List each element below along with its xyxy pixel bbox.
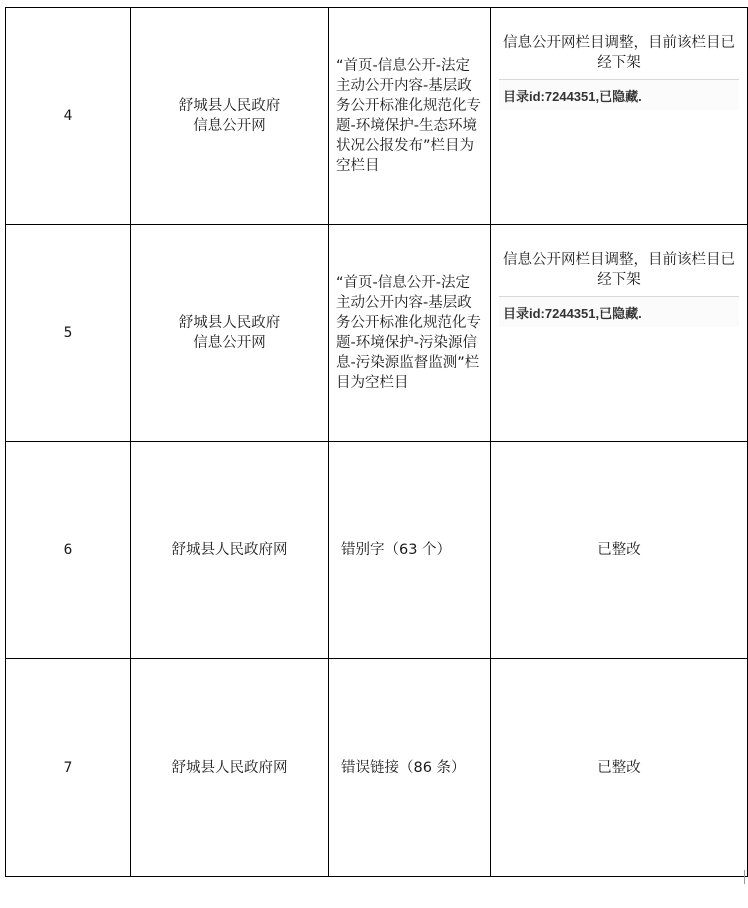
issue-description: “首页-信息公开-法定主动公开内容-基层政务公开标准化规范化专题-环境保护-生态环境状况公报发布”栏目为空栏目 — [329, 8, 491, 225]
table-row — [6, 8, 748, 225]
table-row — [6, 442, 748, 659]
website-name-line: 舒城县人民政府 — [178, 98, 281, 114]
page-edge-marker — [744, 870, 748, 884]
row-number: 7 — [6, 659, 131, 877]
rectification-table — [5, 7, 748, 877]
catalog-id-note: 目录id:7244351,已隐藏. — [499, 79, 739, 110]
website-name-line: 信息公开网 — [193, 118, 266, 134]
rectification-status: 信息公开网栏目调整，目前该栏目已经下架 — [503, 35, 735, 71]
catalog-id-note: 目录id:7244351,已隐藏. — [499, 296, 739, 327]
rectification-cell — [491, 225, 748, 442]
issue-description: 错别字（63 个） — [329, 442, 491, 659]
website-name-line: 信息公开网 — [193, 335, 266, 351]
row-number: 4 — [6, 8, 131, 225]
rectification-cell — [491, 8, 748, 225]
issue-description: “首页-信息公开-法定主动公开内容-基层政务公开标准化规范化专题-环境保护-污染源信息-污染源监督监测”栏目为空栏目 — [329, 225, 491, 442]
website-name — [131, 225, 329, 442]
website-name: 舒城县人民政府网 — [131, 659, 329, 877]
table-row — [6, 225, 748, 442]
row-number: 6 — [6, 442, 131, 659]
rectification-status: 信息公开网栏目调整，目前该栏目已经下架 — [503, 252, 735, 288]
rectification-status: 已整改 — [491, 659, 748, 877]
issue-description: 错误链接（86 条） — [329, 659, 491, 877]
website-name: 舒城县人民政府网 — [131, 442, 329, 659]
row-number: 5 — [6, 225, 131, 442]
website-name — [131, 8, 329, 225]
rectification-status: 已整改 — [491, 442, 748, 659]
table-row — [6, 659, 748, 877]
website-name-line: 舒城县人民政府 — [178, 315, 281, 331]
